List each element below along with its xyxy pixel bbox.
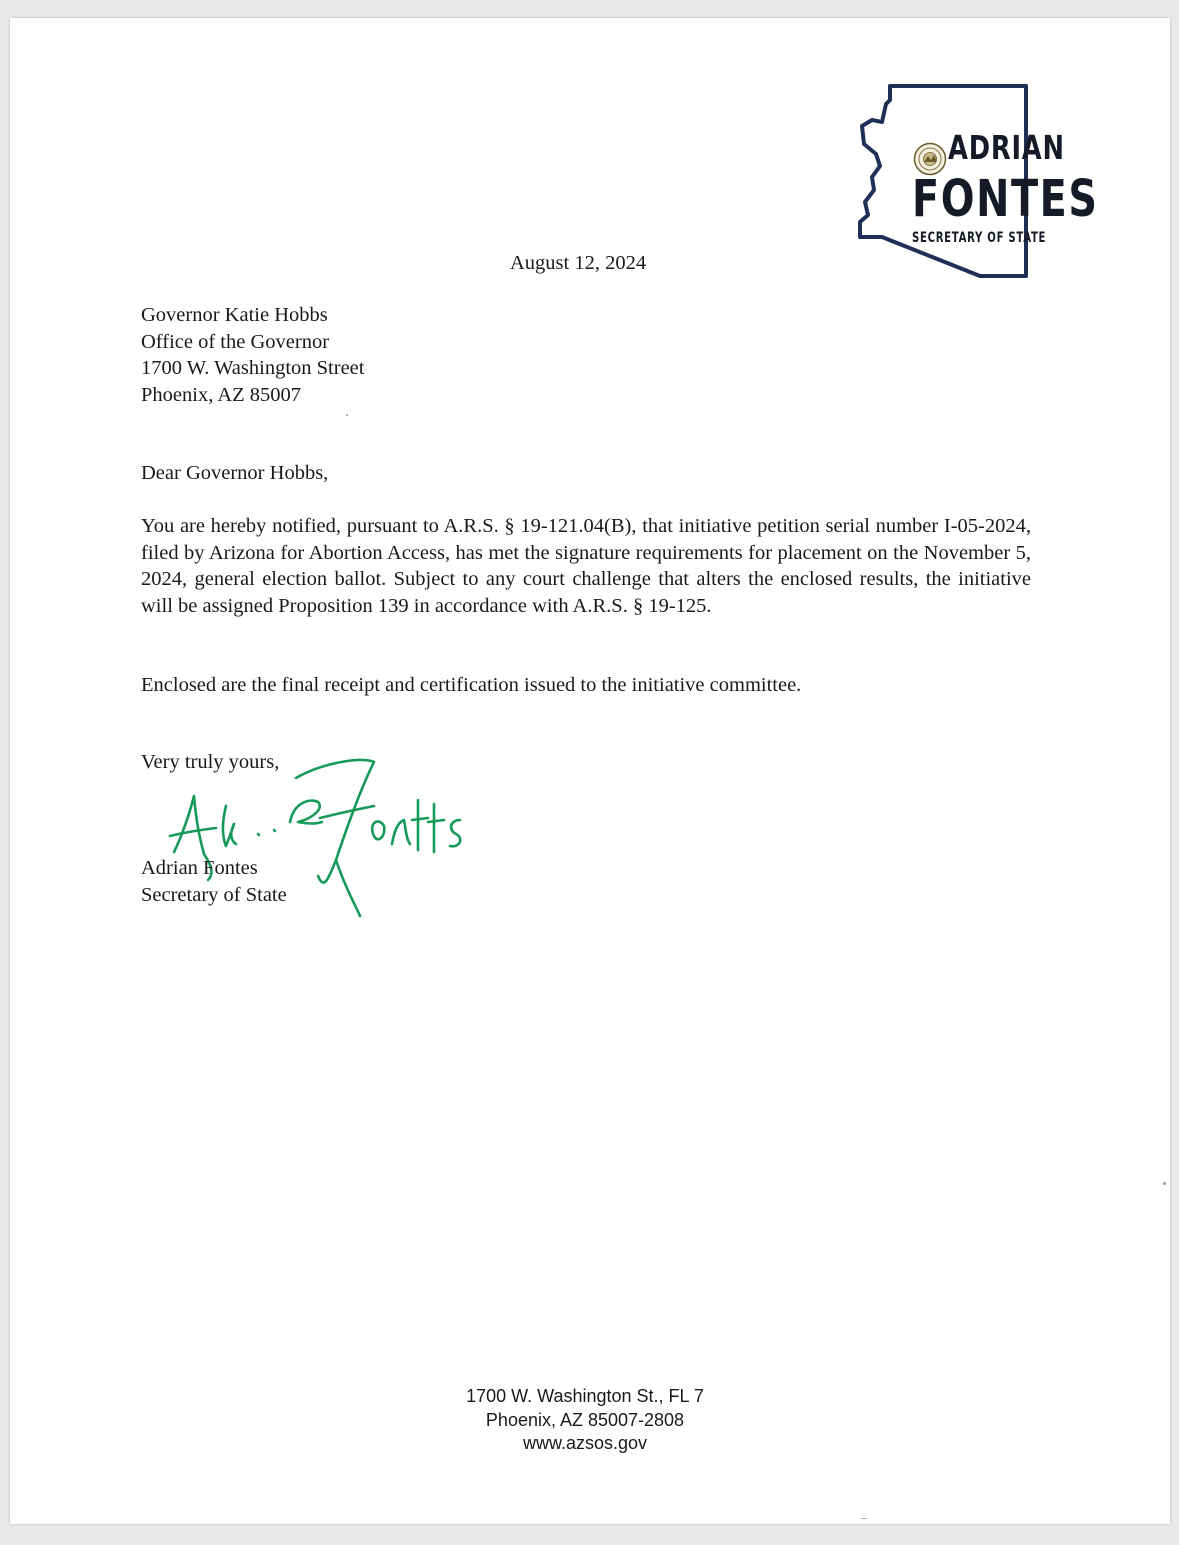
footer-street: 1700 W. Washington St., FL 7: [466, 1386, 704, 1406]
signer-title: Secretary of State: [141, 883, 287, 906]
scan-speck: [346, 414, 348, 416]
recipient-address: [141, 302, 364, 408]
body-paragraph-enclosure: Enclosed are the final receipt and certification issued to the initiative committee.: [141, 674, 802, 696]
letterhead-name-last: FONTES: [912, 170, 1099, 229]
body-paragraph-notice: You are hereby notified, pursuant to A.R.S. § 19-121.04(B), that initiative petition serial number I-05-2024, filed by Arizona for Abortion Access, has met the signature requirements for placement on the November 5, 2024, general election ballot. Subject to any court challenge that alters the enclosed results, the initiative will be assigned Proposition 139 in accordance with A.R.S. § 19-125.: [141, 515, 1031, 617]
salutation: Dear Governor Hobbs,: [141, 462, 329, 484]
letter-footer: [390, 1385, 780, 1456]
letter-page: [10, 18, 1170, 1524]
scan-speck: [1163, 1182, 1166, 1185]
letter-date: August 12, 2024: [510, 252, 647, 274]
recipient-city: Phoenix, AZ 85007: [141, 383, 302, 406]
scan-speck: [861, 1518, 867, 1519]
letterhead-title: SECRETARY OF STATE: [912, 230, 1047, 246]
closing: Very truly yours,: [141, 751, 280, 773]
recipient-name: Governor Katie Hobbs: [141, 304, 328, 326]
letterhead-logo: [852, 80, 1099, 285]
signer-block: [141, 855, 287, 908]
recipient-office: Office of the Governor: [141, 330, 330, 353]
footer-website: www.azsos.gov: [522, 1433, 648, 1453]
footer-city: Phoenix, AZ 85007-2808: [485, 1409, 685, 1430]
signer-name: Adrian Fontes: [141, 857, 258, 879]
letterhead-name-first: ADRIAN: [948, 128, 1065, 167]
recipient-street: 1700 W. Washington Street: [141, 357, 365, 379]
